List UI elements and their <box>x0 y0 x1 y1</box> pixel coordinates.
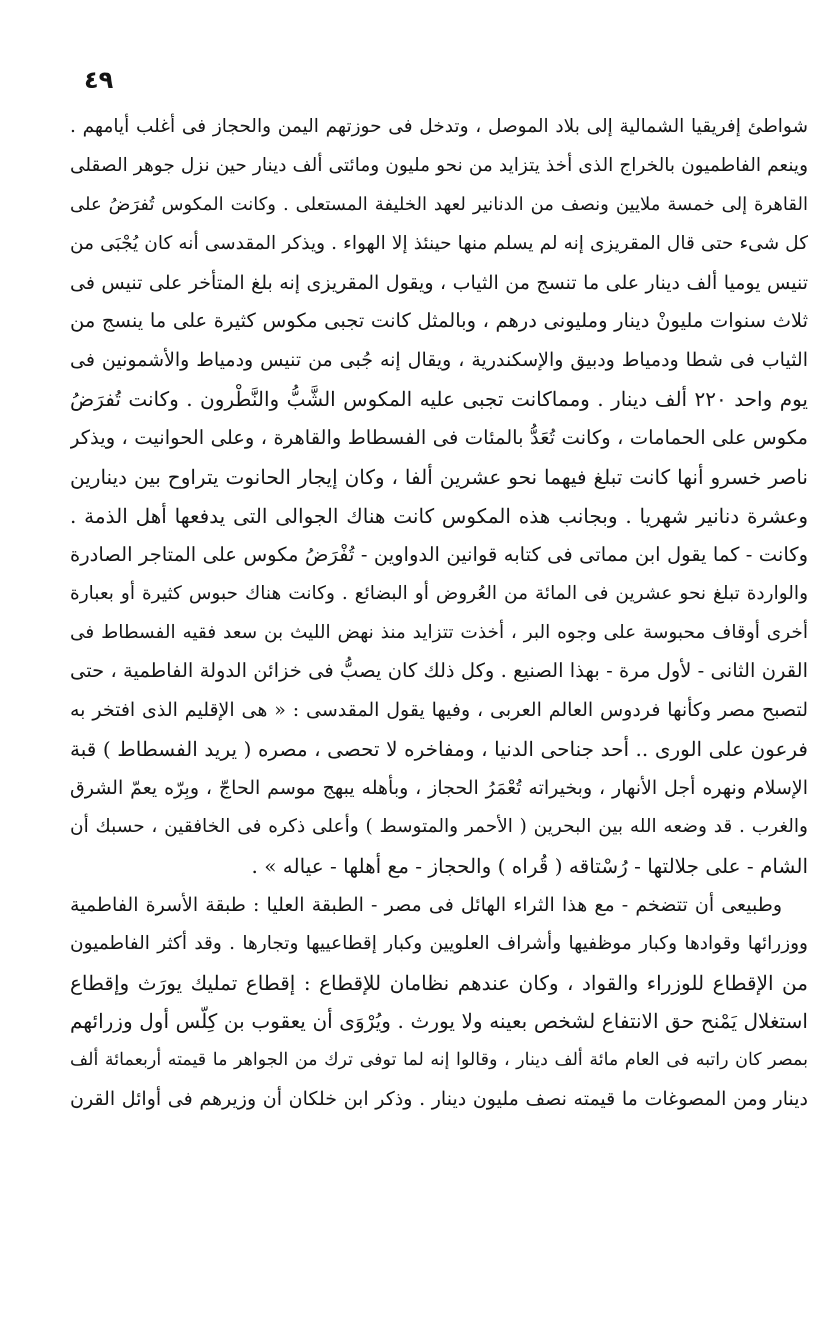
text-line: وينعم الفاطميون بالخراج الذى أخذ يتزايد من نحو مليون ومائتى ألف دينار حين نزل جوهر الصقلى <box>70 154 808 176</box>
text-line: مكوس على الحمامات ، وكانت تُعَدُّ بالمئات فى الفسطاط والقاهرة ، وعلى الحوانيت ، ويذكر <box>70 426 808 450</box>
text-line: الثياب فى شطا ودمياط ودبيق والإسكندرية ، ويقال إنه جُبى من تنيس ودمياط والأشمونين فى <box>70 349 808 372</box>
paragraph <box>70 886 808 1119</box>
text-line: أخرى أوقاف محبوسة على وجوه البر ، أخذت تتزايد منذ نهض الليث بن سعد فقيه الفسطاط فى <box>70 621 808 643</box>
body-text <box>70 108 808 1119</box>
text-line: شواطئ إفريقيا الشمالية إلى بلاد الموصل ، وتدخل فى حوزتهم اليمن والحجاز فى أغلب أيامهم . <box>70 116 808 137</box>
text-line: ناصر خسرو أنها كانت تبلغ فيهما نحو عشرين ألفا ، وكان إيجار الحانوت يتراوح بين دينارين <box>70 465 808 490</box>
text-line: والواردة تبلغ نحو عشرين فى المائة من العُروض أو البضائع . وكانت هناك حبوس كثيرة أو بعبارة <box>70 582 808 604</box>
page-number: ٤٩ <box>84 66 114 94</box>
text-line: تنيس يوميا ألف دينار على ما تنسج من الثياب ، ويقول المقريزى إنه بلغ المتأخر على تنيس فى <box>70 271 808 294</box>
text-line: ثلاث سنوات مليونْ دينار ومليونى درهم ، وبالمثل كانت تجبى مكوس كثيرة على ما ينسج من <box>70 309 808 333</box>
text-line: الإسلام ونهره أجل الأنهار ، وبخيراته تُعْمَرُ الحجاز ، وبأهله يبهج موسم الحاجّ ، وبِرّه يعمّ الشرق <box>70 777 808 800</box>
text-line: لتصبح مصر وكأنها فردوس العالم العربى ، وفيها يقول المقدسى : « هى الإقليم الذى افتخر به <box>70 699 808 722</box>
paragraph <box>70 108 808 886</box>
text-line: والغرب . قد وضعه الله بين البحرين ( الأحمر والمتوسط ) وأعلى ذكره فى الخافقين ، حسبك أن <box>70 816 808 838</box>
text-line: ووزرائها وقوادها وكبار موظفيها وأشراف العلويين وكبار إقطاعييها وتجارها . وقد أكثر الفاطميون <box>70 932 808 954</box>
text-line: كل شىء حتى قال المقريزى إنه لم يسلم منها حينئذ إلا الهواء . ويذكر المقدسى أنه كان يُجْبَى من <box>70 232 808 254</box>
text-line: الشام - على جلالتها - رُسْتاقه ( قُراه ) والحجاز - مع أهلها - عياله » . <box>251 853 808 878</box>
text-line: القرن الثانى - لأول مرة - بهذا الصنيع . وكل ذلك كان يصبُّ فى خزائن الدولة الفاطمية ، حتى <box>70 659 808 683</box>
text-line: بمصر كان راتبه فى العام مائة ألف دينار ، وقالوا إنه لما توفى ترك من الجواهر ما قيمته أربعمائة ألف <box>70 1050 808 1071</box>
text-line: يوم واحد ٢٢٠ ألف دينار . ومماكانت تجبى عليه المكوس الشَّبُّ والنَّطْرون . وكانت تُفرَضُ <box>70 387 808 412</box>
text-line: وعشرة دنانير شهريا . وبجانب هذه المكوس كانت هناك الجوالى التى يدفعها أهل الذمة . <box>70 503 808 528</box>
text-line: القاهرة إلى خمسة ملايين ونصف من الدنانير لعهد الخليفة المستعلى . وكانت المكوس تُفرَضُ على <box>70 193 808 215</box>
text-line: وكانت - كما يقول ابن مماتى فى كتابه قوانين الدواوين - تُفْرَضُ مكوس على المتاجر الصادرة <box>70 542 808 566</box>
text-line: استغلال يَمْنح حق الانتفاع لشخص بعينه ولا يورث . ويُرْوَى أن يعقوب بن كِلّس أول وزرائهم <box>70 1009 808 1034</box>
text-line: من الإقطاع للوزراء والقواد ، وكان عندهم نظامان للإقطاع : إقطاع تمليك يورَث وإقطاع <box>70 970 808 995</box>
text-line: دينار ومن المصوغات ما قيمته نصف مليون دينار . وذكر ابن خلكان أن وزيرهم فى أوائل القرن <box>70 1088 808 1111</box>
text-line: فرعون على الورى .. أحد جناحى الدنيا ، ومفاخره لا تحصى ، مصره ( يريد الفسطاط ) قبة <box>70 737 808 762</box>
text-line: وطبيعى أن تتضخم - مع هذا الثراء الهائل فى مصر - الطبقة العليا : طبقة الأسرة الفاطمية <box>70 893 782 916</box>
